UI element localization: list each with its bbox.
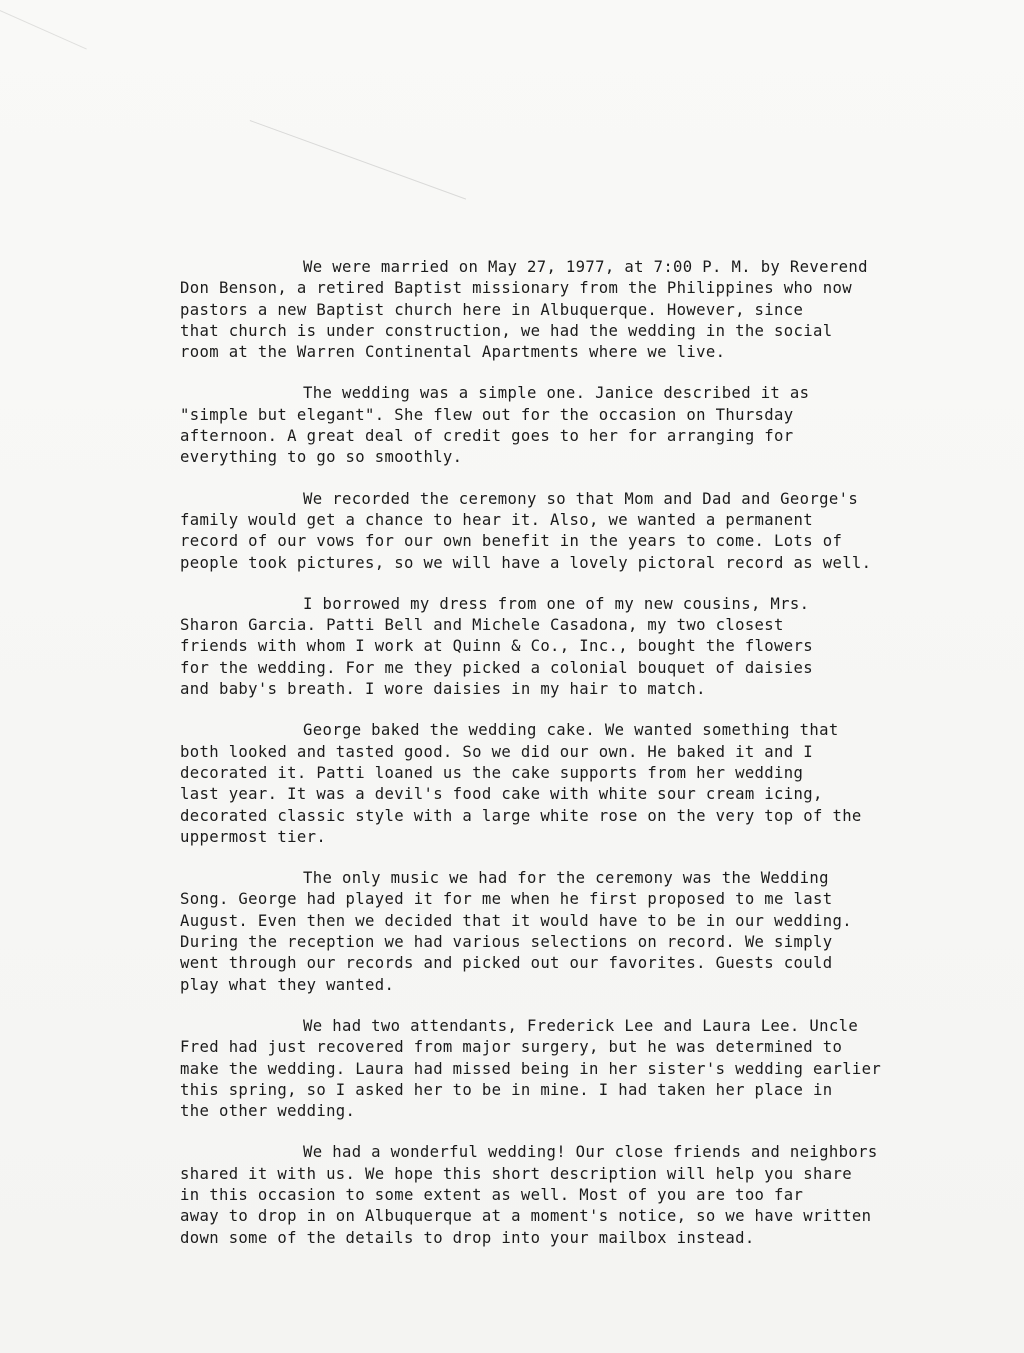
- text-line: play what they wanted.: [180, 975, 395, 994]
- paragraph: [180, 489, 970, 574]
- text-line: Don Benson, a retired Baptist missionary from the Philippines who now: [180, 279, 852, 298]
- paragraph: [180, 383, 970, 468]
- text-line: George baked the wedding cake. We wanted something that: [303, 721, 839, 740]
- text-line: I borrowed my dress from one of my new cousins, Mrs.: [303, 594, 810, 613]
- text-line: pastors a new Baptist church here in Albuquerque. However, since: [180, 300, 804, 319]
- text-line: uppermost tier.: [180, 827, 327, 846]
- text-line: "simple but elegant". She flew out for the occasion on Thursday: [180, 405, 794, 424]
- text-line: The only music we had for the ceremony was the Wedding: [303, 869, 829, 888]
- text-line: away to drop in on Albuquerque at a moment's notice, so we have written: [180, 1207, 872, 1226]
- text-line: for the wedding. For me they picked a colonial bouquet of daisies: [180, 658, 813, 677]
- paragraph: [180, 720, 970, 848]
- text-line: decorated it. Patti loaned us the cake supports from her wedding: [180, 763, 804, 782]
- paragraph: [180, 257, 970, 363]
- text-line: Song. George had played it for me when he first proposed to me last: [180, 890, 833, 909]
- text-line: make the wedding. Laura had missed being in her sister's wedding earlier: [180, 1059, 882, 1078]
- paragraph: [180, 594, 970, 700]
- text-line: both looked and tasted good. So we did our own. He baked it and I: [180, 742, 813, 761]
- text-line: Fred had just recovered from major surgery, but he was determined to: [180, 1038, 843, 1057]
- text-line: went through our records and picked out our favorites. Guests could: [180, 954, 833, 973]
- paragraph: [180, 1016, 970, 1122]
- text-line: friends with whom I work at Quinn & Co., Inc., bought the flowers: [180, 637, 813, 656]
- text-line: August. Even then we decided that it would have to be in our wedding.: [180, 911, 852, 930]
- text-line: During the reception we had various selections on record. We simply: [180, 933, 833, 952]
- text-line: Sharon Garcia. Patti Bell and Michele Casadona, my two closest: [180, 616, 784, 635]
- text-line: We had two attendants, Frederick Lee and Laura Lee. Uncle: [303, 1016, 859, 1035]
- text-line: We had a wonderful wedding! Our close friends and neighbors: [303, 1143, 878, 1162]
- text-line: and baby's breath. I wore daisies in my hair to match.: [180, 680, 706, 699]
- text-line: We were married on May 27, 1977, at 7:00 P. M. by Reverend: [303, 258, 868, 276]
- text-line: record of our vows for our own benefit in the years to come. Lots of: [180, 532, 843, 551]
- text-line: everything to go so smoothly.: [180, 448, 463, 467]
- text-line: down some of the details to drop into your mailbox instead.: [180, 1228, 755, 1247]
- text-line: last year. It was a devil's food cake with white sour cream icing,: [180, 785, 823, 804]
- paragraph: [180, 1142, 970, 1248]
- text-line: people took pictures, so we will have a lovely pictoral record as well.: [180, 553, 872, 572]
- text-line: this spring, so I asked her to be in mine. I had taken her place in: [180, 1080, 833, 1099]
- text-line: The wedding was a simple one. Janice described it as: [303, 384, 810, 403]
- text-line: room at the Warren Continental Apartments where we live.: [180, 343, 726, 362]
- text-line: shared it with us. We hope this short description will help you share: [180, 1164, 852, 1183]
- text-line: that church is under construction, we had the wedding in the social: [180, 321, 833, 340]
- text-line: afternoon. A great deal of credit goes to her for arranging for: [180, 427, 794, 446]
- text-line: family would get a chance to hear it. Also, we wanted a permanent: [180, 510, 813, 529]
- text-line: in this occasion to some extent as well. Most of you are too far: [180, 1185, 804, 1204]
- paragraph: [180, 868, 970, 996]
- letter-body: [180, 257, 970, 1269]
- text-line: the other wedding.: [180, 1102, 356, 1121]
- paper-crease: [250, 120, 466, 200]
- paper-crease: [0, 10, 87, 50]
- text-line: We recorded the ceremony so that Mom and Dad and George's: [303, 489, 859, 508]
- text-line: decorated classic style with a large white rose on the very top of the: [180, 806, 862, 825]
